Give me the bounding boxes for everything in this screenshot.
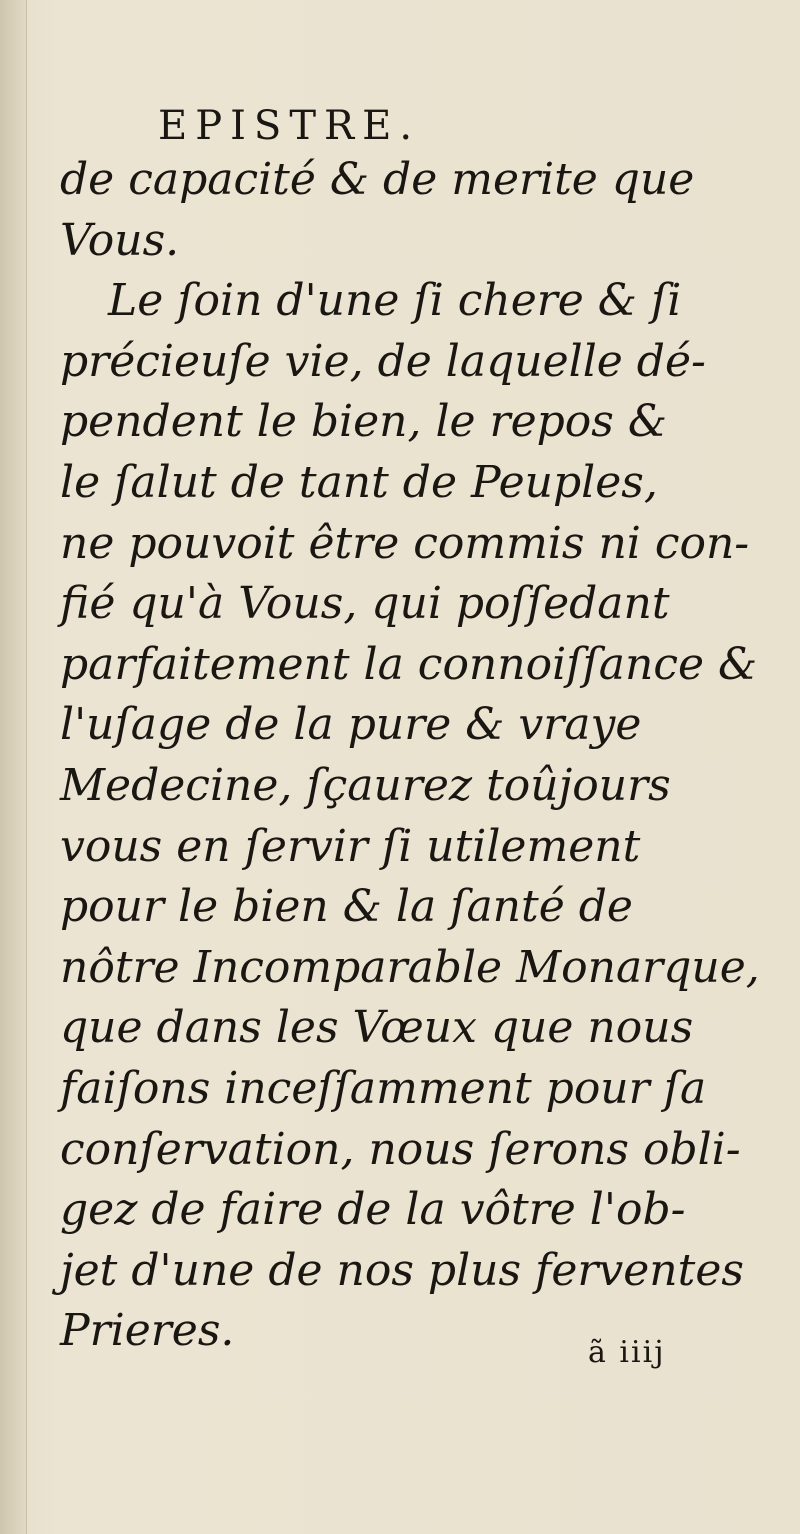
text-line: parfaitement la connoiſſance &	[60, 638, 758, 690]
page-gutter	[0, 0, 27, 1534]
text-line: précieuſe vie, de laquelle dé-	[60, 335, 706, 387]
text-line: l'uſage de la pure & vraye	[60, 699, 642, 751]
running-head: EPISTRE.	[158, 103, 421, 149]
text-line: de capacité & de merite que	[60, 154, 695, 205]
text-line: nôtre Incomparable Monarque,	[60, 941, 760, 993]
text-line: Prieres.	[60, 1305, 235, 1357]
signature-mark: ã iiij	[588, 1335, 666, 1370]
text-line: que dans les Vœux que nous	[60, 1002, 694, 1054]
text-line: Le ſoin d'une ſi chere & ſi	[108, 275, 682, 327]
text-line: gez de faire de la vôtre l'ob-	[60, 1184, 686, 1236]
text-line: jet d'une de nos plus ferventes	[60, 1244, 744, 1296]
text-line: pendent le bien, le repos &	[60, 396, 667, 448]
text-line: ne pouvoit être commis ni con-	[60, 517, 750, 569]
body-text	[60, 150, 760, 1362]
text-line: Medecine, ſçaurez toûjours	[60, 759, 671, 811]
text-line: fié qu'à Vous, qui poſſedant	[60, 578, 670, 630]
text-line: le ſalut de tant de Peuples,	[60, 456, 658, 508]
text-line: Vous.	[60, 214, 180, 266]
text-line: pour le bien & la ſanté de	[60, 881, 633, 933]
text-line: conſervation, nous ſerons obli-	[60, 1123, 741, 1175]
text-line: vous en ſervir ſi utilement	[60, 820, 641, 872]
text-line: faiſons inceſſamment pour ſa	[60, 1062, 707, 1114]
